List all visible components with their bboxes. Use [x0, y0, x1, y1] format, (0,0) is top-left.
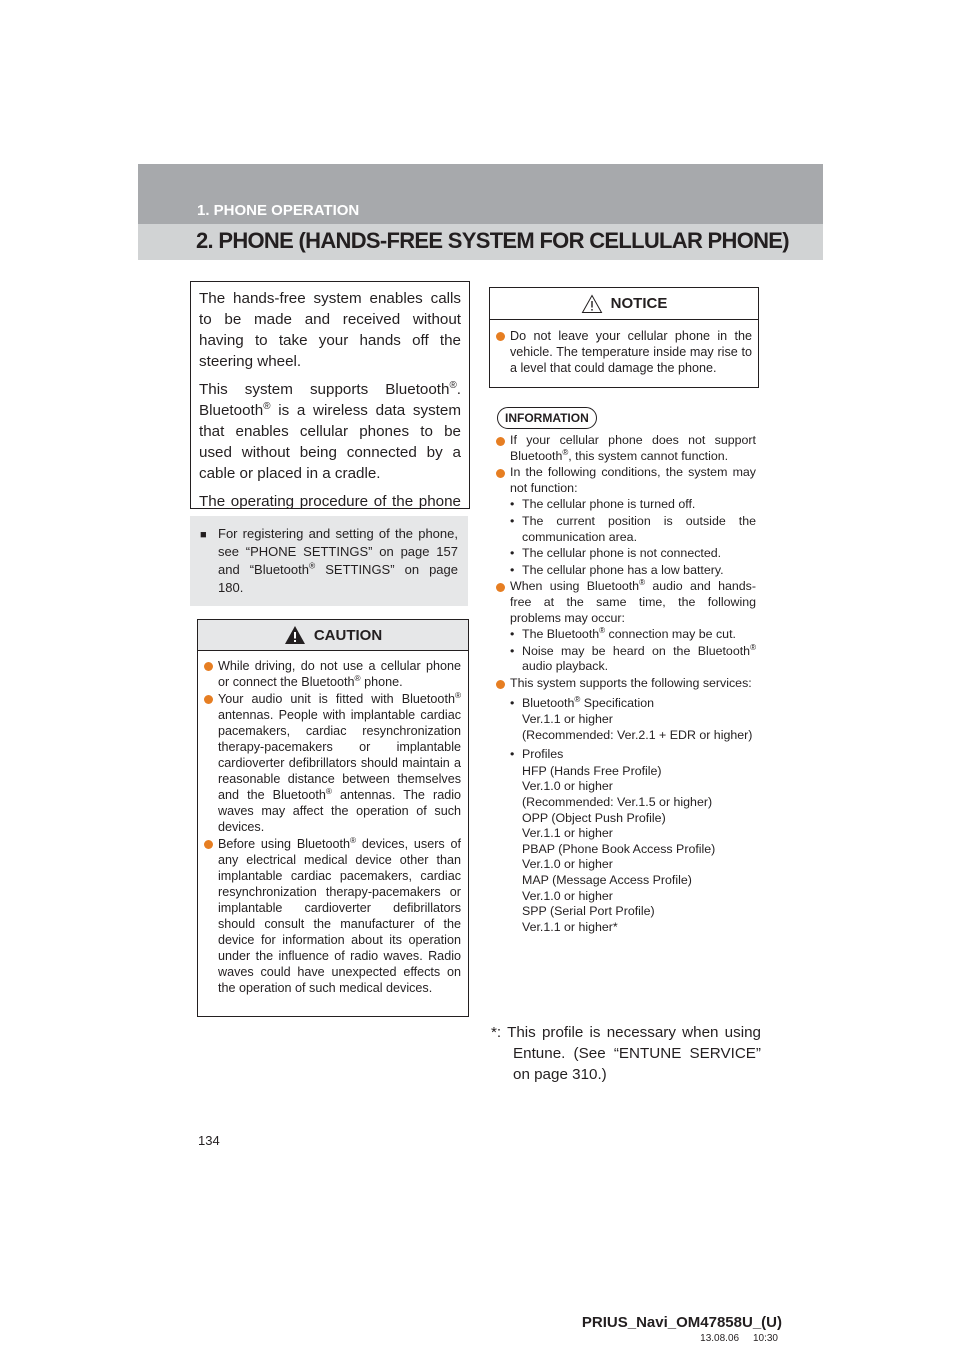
- condition-item: • The current position is outside the communication area.: [510, 513, 756, 544]
- profile-line: Ver.1.0 or higher: [522, 888, 613, 903]
- caution-box: [197, 619, 469, 1017]
- intro-paragraph-3: The operating procedure of the phone: [199, 493, 461, 510]
- bullet-dot-icon: [496, 437, 505, 446]
- bullet-dot-icon: [496, 469, 505, 478]
- profile-line: Ver.1.0 or higher: [522, 779, 613, 794]
- profile-line: PBAP (Phone Book Access Profile): [522, 841, 716, 856]
- caution-item: Your audio unit is fitted with Bluetooth® antennas. People with implantable cardiac pacemakers, cardiac resynchronization therapy-pacemakers or implantable cardioverter defibrillators should maintain a reasonable distance between themselves and the Bluetooth® antennas. The radio waves may affect the operation of such devices.: [204, 691, 461, 835]
- profile-line: Ver.1.1 or higher*: [522, 919, 618, 934]
- square-bullet-icon: ■: [200, 529, 207, 541]
- document-date: 13.08.06 10:30: [700, 1333, 778, 1344]
- profile-line: MAP (Message Access Profile): [522, 873, 692, 888]
- caution-body: [198, 651, 468, 996]
- caution-header: [198, 620, 468, 651]
- problem-item: • The Bluetooth® connection may be cut.: [510, 626, 736, 642]
- notice-box: [489, 287, 759, 388]
- condition-item: • The cellular phone is not connected.: [510, 546, 722, 561]
- document-code: PRIUS_Navi_OM47858U_(U): [581, 1314, 782, 1331]
- warning-triangle-icon: [284, 625, 306, 645]
- bullet-dot-icon: [496, 680, 505, 689]
- bullet-dot-icon: [204, 840, 213, 849]
- caution-label: CAUTION: [313, 626, 383, 644]
- condition-item: • The cellular phone has a low battery.: [510, 562, 724, 577]
- page-title: 2. PHONE (HANDS-FREE SYSTEM FOR CELLULAR PHONE): [196, 228, 789, 253]
- profile-line: (Recommended: Ver.1.5 or higher): [522, 795, 713, 810]
- spec-item: • Bluetooth® Specification: [510, 694, 654, 710]
- intro-paragraph-2: This system supports Bluetooth®. Bluetooth® is a wireless data system that enables cellular phones to be used without being connected by a cable or placed in a cradle.: [199, 379, 461, 482]
- profile-line: OPP (Object Push Profile): [522, 810, 666, 825]
- settings-note: [200, 525, 458, 597]
- spec-line: (Recommended: Ver.2.1 + EDR or higher): [522, 727, 753, 742]
- info-item: When using Bluetooth® audio and hands-free at the same time, the following problems may occur:: [496, 579, 756, 626]
- info-item: In the following conditions, the system may not function:: [496, 465, 756, 496]
- info-item: This system supports the following services:: [496, 676, 756, 692]
- condition-item: • The cellular phone is turned off.: [510, 497, 696, 512]
- notice-item: Do not leave your cellular phone in the vehicle. The temperature inside may rise to a level that could damage the phone.: [496, 328, 752, 376]
- spec-lines: [496, 712, 756, 743]
- spec-line: Ver.1.1 or higher: [522, 712, 613, 727]
- bullet-dot-icon: [204, 695, 213, 704]
- caution-item: While driving, do not use a cellular phone or connect the Bluetooth® phone.: [204, 658, 461, 690]
- notice-header: [490, 288, 758, 320]
- profile-line: Ver.1.1 or higher: [522, 826, 613, 841]
- settings-note-text: For registering and setting of the phone, see “PHONE SETTINGS” on page 157 and “Bluetooth® SETTINGS” on page 180.: [218, 526, 458, 595]
- notice-label: NOTICE: [610, 295, 668, 312]
- notice-body: [490, 320, 758, 376]
- problem-item: • Noise may be heard on the Bluetooth® audio playback.: [510, 642, 756, 674]
- bullet-dot-icon: [204, 662, 213, 671]
- section-label: 1. PHONE OPERATION: [197, 202, 360, 219]
- intro-box: [190, 281, 470, 509]
- bullet-dot-icon: [496, 332, 505, 341]
- bullet-dot-icon: [496, 583, 505, 592]
- info-item: If your cellular phone does not support Bluetooth®, this system cannot function.: [496, 433, 756, 464]
- caution-item: Before using Bluetooth® devices, users of any electrical medical device other than implantable cardiac pacemakers, cardiac resynchronization therapy-pacemakers or implantable cardioverter defibrillators should consult the manufacturer of the device for information about its operation under the influence of radio waves. Radio waves could have unexpected effects on the operation of such medical devices.: [204, 836, 461, 996]
- intro-paragraph-1: The hands-free system enables calls to be made and received without having to take your hands off the steering wheel.: [199, 290, 461, 370]
- profile-line: SPP (Serial Port Profile): [522, 904, 655, 919]
- profile-line: HFP (Hands Free Profile): [522, 763, 662, 778]
- information-badge: INFORMATION: [497, 407, 597, 429]
- profile-lines: [496, 764, 756, 936]
- page-number: 134: [198, 1133, 220, 1148]
- settings-note-box: [190, 516, 468, 606]
- warning-outline-icon: [581, 294, 603, 314]
- profile-line: Ver.1.0 or higher: [522, 857, 613, 872]
- footnote: *: This profile is necessary when using Entune. (See “ENTUNE SERVICE” on page 310.): [491, 1024, 761, 1083]
- profiles-item: • Profiles: [510, 747, 564, 762]
- information-body: [496, 433, 756, 935]
